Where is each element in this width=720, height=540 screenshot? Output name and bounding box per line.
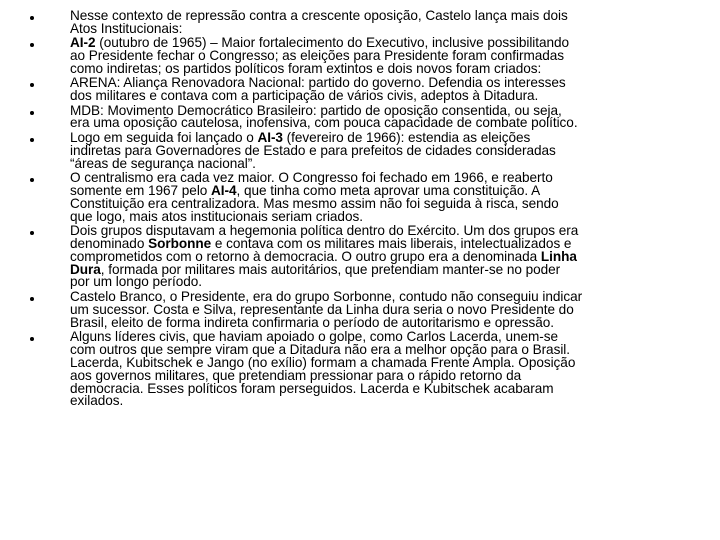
bullet-dot-icon: [30, 138, 34, 142]
bullet-text: MDB: Movimento Democrático Brasileiro: partido de oposição consentida, ou seja, era uma oposição cautelosa, inofensiva, com pouca capacidade de combate político.: [70, 102, 578, 131]
bullet-dot-icon: [30, 43, 34, 47]
bullet-item: [30, 102, 702, 131]
bullet-item: [30, 169, 702, 224]
bullet-item: [30, 222, 702, 290]
bullet-text: O centralismo era cada vez maior. O Congresso foi fechado em 1966, e reaberto somente em 1967 pelo AI-4, que tinha como meta aprovar uma constituição. A Constituição era centralizadora. Mas mesmo assim não foi seguida à risca, sendo que logo, mais atos institucionais seriam criados.: [70, 169, 559, 224]
bullet-text: Dois grupos disputavam a hegemonia política dentro do Exército. Um dos grupos era denominado Sorbonne e contava com os militares mais liberais, intelectualizados e comprometidos com o retorno à democracia. O outro grupo era a denominada Linha Dura, formada por militares mais autoritários, que pretendiam manter-se no poder por um longo período.: [70, 222, 579, 290]
bullet-text: Alguns líderes civis, que haviam apoiado o golpe, como Carlos Lacerda, unem-se com outros que sempre viram que a Ditadura não era a melhor opção para o Brasil. Lacerda, Kubitschek e Jango (no exílio) formam a chamada Frente Ampla. Oposição aos governos militares, que pretendiam pressionar para o rápido retorno da democracia. Esses políticos foram perseguidos. Lacerda e Kubitschek acabaram exilados.: [70, 328, 576, 409]
bullet-item: [30, 77, 702, 103]
bullet-text: AI-2 (outubro de 1965) – Maior fortalecimento do Executivo, inclusive possibilitando ao Presidente fechar o Congresso; as eleições para Presidente foram confirmadas como indiretas; os partidos políticos foram extintos e dois novos foram criados:: [70, 35, 570, 77]
bullet-text: Castelo Branco, o Presidente, era do grupo Sorbonne, contudo não conseguiu indicar um sucessor. Costa e Silva, representante da Linha dura seria o novo Presidente do Brasil, eleito de forma indireta confirmaria o período de autoritarismo e opressão.: [70, 288, 583, 330]
bullet-text: Logo em seguida foi lançado o AI-3 (fevereiro de 1966): estendia as eleições indiretas para Governadores de Estado e para prefeitos de cidades consideradas “áreas de segurança nacional”.: [70, 129, 556, 171]
bullet-item: [30, 10, 702, 36]
bullet-text: ARENA: Aliança Renovadora Nacional: partido do governo. Defendia os interesses dos militares e contava com a participação de vários civis, adeptos à Ditadura.: [70, 75, 566, 104]
bullet-item: [30, 328, 702, 409]
bullet-item: [30, 37, 702, 76]
bullet-dot-icon: [30, 111, 34, 115]
bullet-dot-icon: [30, 178, 34, 182]
bullet-dot-icon: [30, 16, 34, 20]
bullet-dot-icon: [30, 231, 34, 235]
bullet-dot-icon: [30, 297, 34, 301]
bullet-item: [30, 288, 702, 330]
bullet-dot-icon: [30, 83, 34, 87]
bullet-dot-icon: [30, 337, 34, 341]
bullet-text: Nesse contexto de repressão contra a crescente oposição, Castelo lança mais dois Atos Institucionais:: [70, 8, 568, 36]
bullet-item: [30, 129, 702, 171]
bullet-list: [30, 10, 702, 410]
